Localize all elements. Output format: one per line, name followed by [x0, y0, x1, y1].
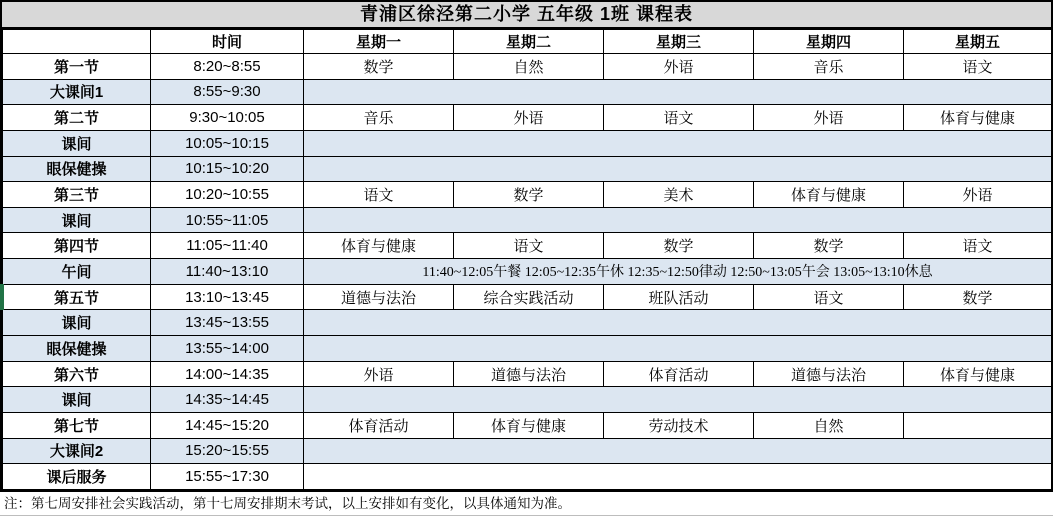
lesson-row — [3, 284, 1052, 310]
period-label[interactable]: 第一节 — [3, 54, 151, 80]
subject-cell[interactable]: 体育与健康 — [754, 182, 904, 208]
period-label[interactable]: 第六节 — [3, 361, 151, 387]
lesson-row — [3, 233, 1052, 259]
subject-cell[interactable]: 体育与健康 — [304, 233, 454, 259]
lesson-row — [3, 105, 1052, 131]
break-span-cell[interactable] — [304, 79, 1052, 105]
break-span-cell[interactable] — [304, 336, 1052, 362]
subject-cell[interactable]: 体育与健康 — [454, 412, 604, 438]
subject-cell[interactable]: 语文 — [454, 233, 604, 259]
subject-cell[interactable]: 道德与法治 — [754, 361, 904, 387]
lesson-row — [3, 54, 1052, 80]
day-header-tuesday[interactable]: 星期二 — [454, 30, 604, 54]
subject-cell[interactable] — [904, 412, 1052, 438]
period-time[interactable]: 10:20~10:55 — [151, 182, 304, 208]
subject-cell[interactable]: 体育与健康 — [904, 105, 1052, 131]
subject-cell[interactable]: 数学 — [754, 233, 904, 259]
period-time[interactable]: 14:35~14:45 — [151, 387, 304, 413]
subject-cell[interactable]: 美术 — [604, 182, 754, 208]
subject-cell[interactable]: 体育活动 — [604, 361, 754, 387]
subject-cell[interactable]: 外语 — [754, 105, 904, 131]
period-label[interactable]: 课间 — [3, 387, 151, 413]
period-label[interactable]: 眼保健操 — [3, 156, 151, 182]
break-span-cell[interactable] — [304, 438, 1052, 464]
break-row — [3, 259, 1052, 285]
period-label[interactable]: 第五节 — [3, 284, 151, 310]
corner-cell[interactable] — [3, 30, 151, 54]
subject-cell[interactable]: 数学 — [454, 182, 604, 208]
period-time[interactable]: 14:45~15:20 — [151, 412, 304, 438]
period-label[interactable]: 课后服务 — [3, 464, 151, 490]
period-label[interactable]: 课间 — [3, 310, 151, 336]
period-time[interactable]: 15:20~15:55 — [151, 438, 304, 464]
subject-cell[interactable]: 语文 — [904, 233, 1052, 259]
break-span-cell[interactable] — [304, 464, 1052, 490]
period-label[interactable]: 大课间1 — [3, 79, 151, 105]
subject-cell[interactable]: 劳动技术 — [604, 412, 754, 438]
subject-cell[interactable]: 自然 — [754, 412, 904, 438]
subject-cell[interactable]: 外语 — [904, 182, 1052, 208]
subject-cell[interactable]: 数学 — [604, 233, 754, 259]
period-label[interactable]: 第二节 — [3, 105, 151, 131]
period-label[interactable]: 眼保健操 — [3, 336, 151, 362]
subject-cell[interactable]: 语文 — [304, 182, 454, 208]
subject-cell[interactable]: 数学 — [304, 54, 454, 80]
day-header-friday[interactable]: 星期五 — [904, 30, 1052, 54]
subject-cell[interactable]: 音乐 — [304, 105, 454, 131]
subject-cell[interactable]: 综合实践活动 — [454, 284, 604, 310]
subject-cell[interactable]: 数学 — [904, 284, 1052, 310]
period-time[interactable]: 11:40~13:10 — [151, 259, 304, 285]
period-label[interactable]: 第三节 — [3, 182, 151, 208]
break-span-cell[interactable] — [304, 207, 1052, 233]
period-label[interactable]: 大课间2 — [3, 438, 151, 464]
subject-cell[interactable]: 道德与法治 — [454, 361, 604, 387]
break-row — [3, 207, 1052, 233]
subject-cell[interactable]: 体育与健康 — [904, 361, 1052, 387]
time-column-header[interactable]: 时间 — [151, 30, 304, 54]
period-time[interactable]: 13:55~14:00 — [151, 336, 304, 362]
page-title[interactable]: 青浦区徐泾第二小学 五年级 1班 课程表 — [2, 2, 1051, 29]
break-row — [3, 79, 1052, 105]
period-time[interactable]: 10:15~10:20 — [151, 156, 304, 182]
period-label[interactable]: 午间 — [3, 259, 151, 285]
period-time[interactable]: 13:45~13:55 — [151, 310, 304, 336]
subject-cell[interactable]: 语文 — [904, 54, 1052, 80]
period-time[interactable]: 11:05~11:40 — [151, 233, 304, 259]
break-row — [3, 438, 1052, 464]
period-time[interactable]: 15:55~17:30 — [151, 464, 304, 490]
day-header-thursday[interactable]: 星期四 — [754, 30, 904, 54]
subject-cell[interactable]: 外语 — [304, 361, 454, 387]
break-span-cell[interactable] — [304, 130, 1052, 156]
break-span-cell[interactable] — [304, 156, 1052, 182]
period-time[interactable]: 14:00~14:35 — [151, 361, 304, 387]
header-row — [3, 30, 1052, 54]
lesson-row — [3, 361, 1052, 387]
subject-cell[interactable]: 体育活动 — [304, 412, 454, 438]
break-row — [3, 156, 1052, 182]
lesson-row — [3, 412, 1052, 438]
period-time[interactable]: 13:10~13:45 — [151, 284, 304, 310]
period-label[interactable]: 课间 — [3, 207, 151, 233]
break-row — [3, 387, 1052, 413]
period-time[interactable]: 10:05~10:15 — [151, 130, 304, 156]
day-header-monday[interactable]: 星期一 — [304, 30, 454, 54]
period-time[interactable]: 9:30~10:05 — [151, 105, 304, 131]
footnote[interactable]: 注：第七周安排社会实践活动，第十七周安排期末考试，以上安排如有变化，以具体通知为准。 — [0, 492, 1053, 516]
subject-cell[interactable]: 外语 — [604, 54, 754, 80]
subject-cell[interactable]: 语文 — [754, 284, 904, 310]
subject-cell[interactable]: 道德与法治 — [304, 284, 454, 310]
break-span-cell[interactable] — [304, 310, 1052, 336]
period-label[interactable]: 第七节 — [3, 412, 151, 438]
break-row — [3, 336, 1052, 362]
break-row — [3, 130, 1052, 156]
day-header-wednesday[interactable]: 星期三 — [604, 30, 754, 54]
break-span-cell[interactable]: 11:40~12:05午餐 12:05~12:35午休 12:35~12:50律动 12:50~13:05午会 13:05~13:10休息 — [304, 259, 1052, 285]
subject-cell[interactable]: 自然 — [454, 54, 604, 80]
break-row — [3, 464, 1052, 490]
active-row-marker — [0, 284, 4, 310]
subject-cell[interactable]: 音乐 — [754, 54, 904, 80]
lesson-row — [3, 182, 1052, 208]
subject-cell[interactable]: 语文 — [604, 105, 754, 131]
period-label[interactable]: 第四节 — [3, 233, 151, 259]
subject-cell[interactable]: 外语 — [454, 105, 604, 131]
subject-cell[interactable]: 班队活动 — [604, 284, 754, 310]
break-row — [3, 310, 1052, 336]
schedule-table — [2, 29, 1052, 490]
period-time[interactable]: 8:20~8:55 — [151, 54, 304, 80]
period-label[interactable]: 课间 — [3, 130, 151, 156]
period-time[interactable]: 10:55~11:05 — [151, 207, 304, 233]
break-span-cell[interactable] — [304, 387, 1052, 413]
period-time[interactable]: 8:55~9:30 — [151, 79, 304, 105]
